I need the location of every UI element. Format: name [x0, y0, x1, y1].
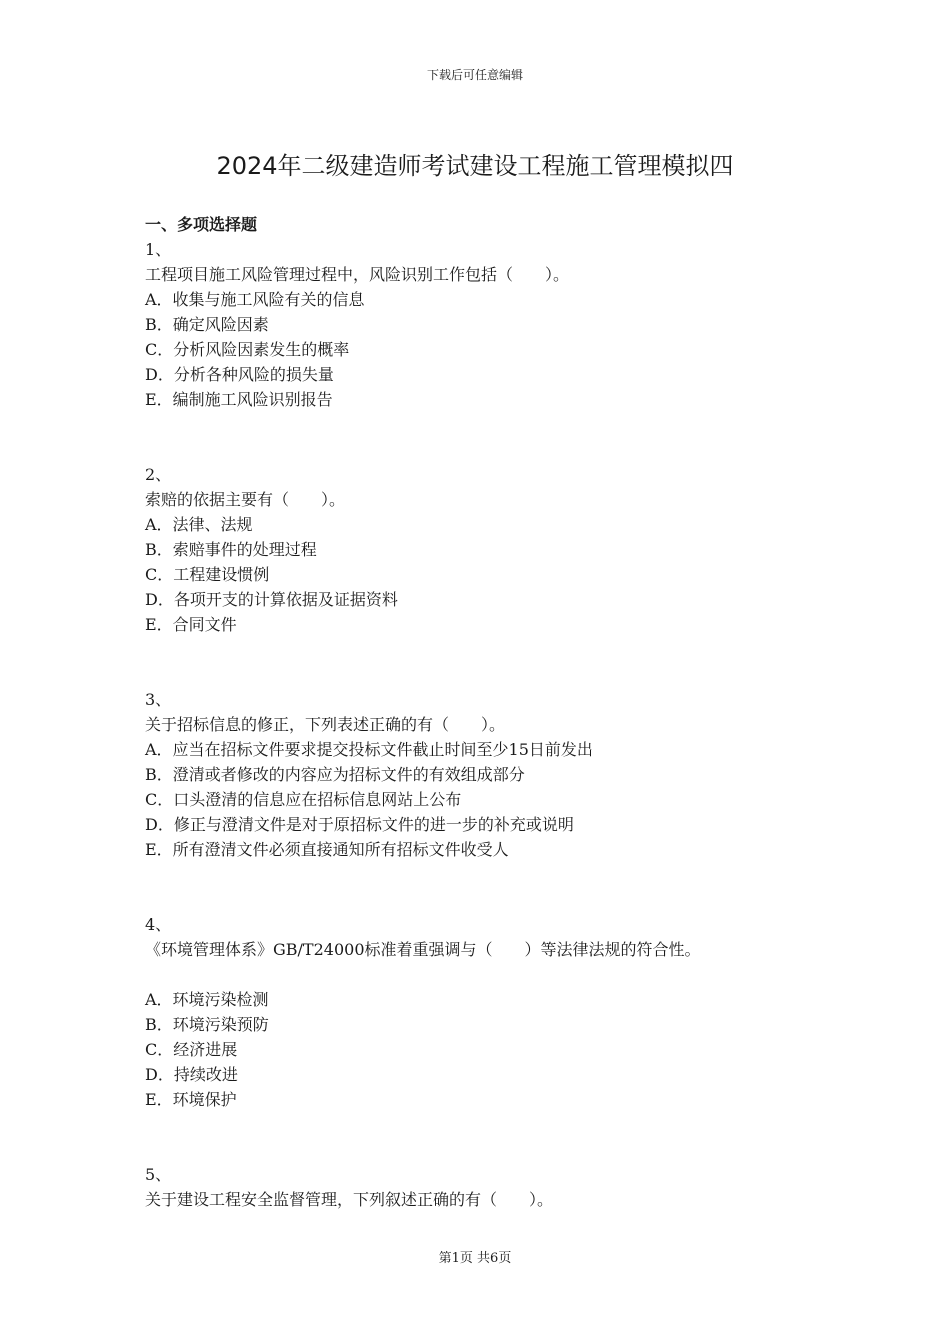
question-1 — [145, 237, 825, 412]
option-b: B．澄清或者修改的内容应为招标文件的有效组成部分 — [145, 765, 525, 784]
question-number: 3、 — [145, 690, 172, 709]
document-body — [145, 212, 825, 1262]
header-note: 下载后可任意编辑 — [426, 68, 523, 82]
option-c: C．经济进展 — [145, 1040, 238, 1059]
option-e: E．合同文件 — [145, 615, 237, 634]
option-e: E．编制施工风险识别报告 — [145, 390, 333, 409]
question-stem: 《环境管理体系》GB/T24000标准着重强调与（ ）等法律法规的符合性。 — [145, 940, 701, 959]
question-stem: 关于建设工程安全监督管理，下列叙述正确的有（ ）。 — [145, 1190, 554, 1209]
question-stem: 索赔的依据主要有（ ）。 — [145, 490, 346, 509]
question-4 — [145, 912, 825, 1112]
question-2 — [145, 462, 825, 637]
option-c: C．分析风险因素发生的概率 — [145, 340, 350, 359]
option-b: B．确定风险因素 — [145, 315, 269, 334]
option-b: B．索赔事件的处理过程 — [145, 540, 317, 559]
option-a: A．环境污染检测 — [145, 990, 269, 1009]
question-stem: 关于招标信息的修正，下列表述正确的有（ ）。 — [145, 715, 506, 734]
option-e: E．环境保护 — [145, 1090, 237, 1109]
option-a: A．应当在招标文件要求提交投标文件截止时间至少15日前发出 — [145, 740, 593, 759]
option-b: B．环境污染预防 — [145, 1015, 269, 1034]
option-c: C．口头澄清的信息应在招标信息网站上公布 — [145, 790, 462, 809]
page-footer: 第1页 共6页 — [438, 1251, 512, 1266]
option-d: D．各项开支的计算依据及证据资料 — [145, 590, 398, 609]
option-d: D．分析各种风险的损失量 — [145, 365, 334, 384]
option-d: D．持续改进 — [145, 1065, 238, 1084]
question-5 — [145, 1162, 825, 1212]
option-e: E．所有澄清文件必须直接通知所有招标文件收受人 — [145, 840, 509, 859]
question-number: 5、 — [145, 1165, 172, 1184]
question-number: 1、 — [145, 240, 172, 259]
option-a: A．收集与施工风险有关的信息 — [145, 290, 365, 309]
question-number: 2、 — [145, 465, 172, 484]
question-3 — [145, 687, 825, 862]
question-number: 4、 — [145, 915, 172, 934]
section-heading: 一、多项选择题 — [145, 215, 258, 234]
option-a: A．法律、法规 — [145, 515, 253, 534]
question-stem: 工程项目施工风险管理过程中，风险识别工作包括（ ）。 — [145, 265, 570, 284]
option-c: C．工程建设惯例 — [145, 565, 270, 584]
document-title: 2024年二级建造师考试建设工程施工管理模拟四 — [216, 152, 734, 180]
option-d: D．修正与澄清文件是对于原招标文件的进一步的补充或说明 — [145, 815, 574, 834]
